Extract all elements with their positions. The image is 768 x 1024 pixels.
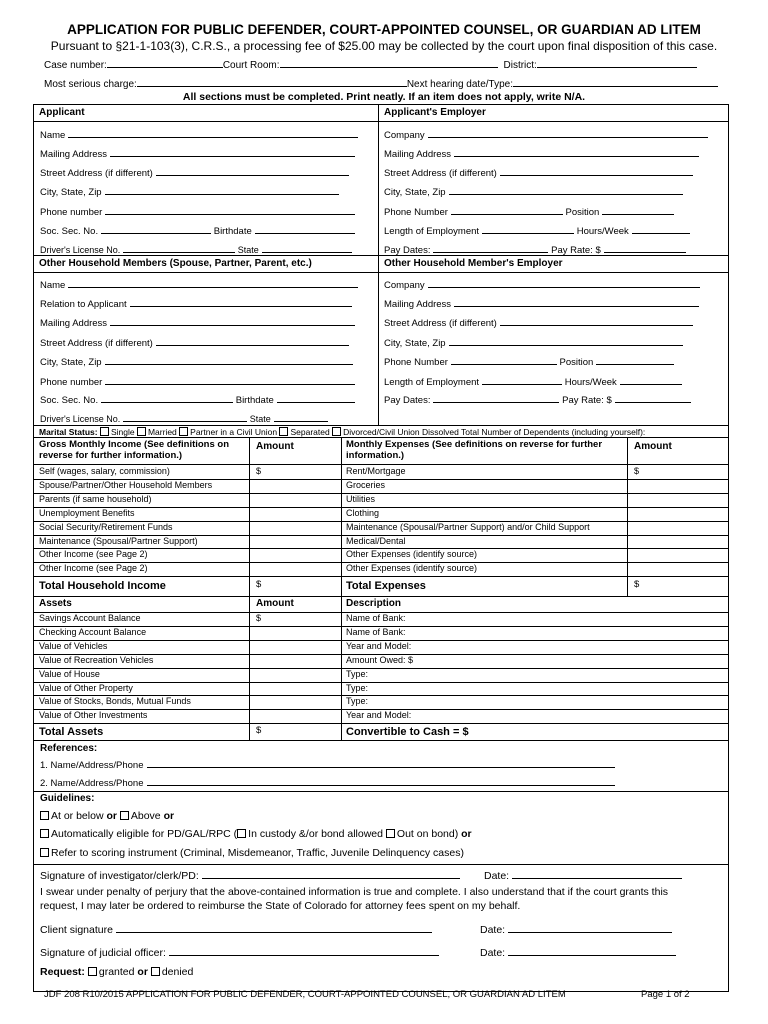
assets-amount-heading: Amount — [256, 598, 294, 609]
applicant-city-field[interactable]: City, State, Zip — [40, 185, 339, 199]
marital-status-row[interactable]: Marital Status: Single Married Partner in a Civil Union Separated Divorced/Civil Union Dissolved Total Number of Dependents (including yourself): — [39, 427, 646, 437]
asset-row-label: Value of House — [39, 668, 100, 679]
divider — [33, 255, 729, 256]
client-signature-field[interactable]: Client signature — [40, 923, 432, 936]
expense-row-label: Other Expenses (identify source) — [346, 563, 478, 574]
guidelines-heading: Guidelines: — [40, 793, 95, 804]
footer-page-number: Page 1 of 2 — [641, 989, 690, 1000]
applicant-ssn-field[interactable]: Soc. Sec. No. Birthdate — [40, 224, 355, 238]
employer-street-field[interactable]: Street Address (if different) — [384, 166, 693, 180]
footer-form-id: JDF 208 R10/2015 APPLICATION FOR PUBLIC DEFENDER, COURT-APPOINTED COUNSEL, OR GUARDIAN AD LITEM — [44, 989, 566, 1000]
guidelines-row-2[interactable]: Automatically eligible for PD/GAL/RPC ( In custody &/or bond allowed Out on bond) or — [40, 828, 472, 840]
income-row-label: Unemployment Benefits — [39, 507, 135, 518]
asset-row-label: Checking Account Balance — [39, 626, 147, 637]
asset-description-label: Name of Bank: — [346, 626, 406, 637]
above-checkbox — [120, 811, 129, 820]
asset-row-label: Value of Vehicles — [39, 640, 108, 651]
applicant-dl-field[interactable]: Driver's License No. State — [40, 243, 352, 256]
asset-row-label: Value of Other Property — [39, 682, 133, 693]
custody-checkbox — [237, 829, 246, 838]
expense-row-label: Rent/Mortgage — [346, 466, 406, 476]
hh-employer-length-field[interactable]: Length of Employment Hours/Week — [384, 375, 682, 389]
income-row-label: Other Income (see Page 2) — [39, 549, 148, 560]
reference-2-field[interactable]: 2. Name/Address/Phone — [40, 776, 615, 790]
references-heading: References: — [40, 743, 98, 754]
case-number-label: Case number: — [44, 60, 107, 71]
divider — [33, 521, 729, 522]
applicant-heading: Applicant — [39, 107, 85, 118]
divider — [33, 695, 729, 696]
hh-employer-company-field[interactable]: Company — [384, 278, 700, 292]
case-number-field[interactable] — [44, 58, 697, 71]
married-checkbox — [137, 427, 146, 436]
divider — [33, 576, 729, 577]
guidelines-row-3[interactable]: Refer to scoring instrument (Criminal, Misdemeanor, Traffic, Juvenile Delinquency cases) — [40, 847, 464, 859]
household-heading: Other Household Members (Spouse, Partner, Parent, etc.) — [39, 258, 312, 269]
form-title: APPLICATION FOR PUBLIC DEFENDER, COURT-APPOINTED COUNSEL, OR GUARDIAN AD LITEM — [67, 22, 701, 37]
court-room-label: Court Room: — [222, 60, 280, 71]
divider — [33, 864, 729, 865]
hh-employer-street-field[interactable]: Street Address (if different) — [384, 316, 693, 330]
employer-phone-field[interactable]: Phone Number Position — [384, 205, 674, 219]
income-row-label: Social Security/Retirement Funds — [39, 521, 173, 532]
total-income-dollar[interactable]: $ — [256, 579, 262, 590]
expense-row-label: Maintenance (Spousal/Partner Support) and/or Child Support — [346, 521, 590, 532]
total-assets-dollar[interactable]: $ — [256, 725, 262, 736]
income-self-dollar[interactable]: $ — [256, 466, 262, 476]
divider — [33, 479, 729, 480]
denied-checkbox — [151, 967, 160, 976]
employer-heading: Applicant's Employer — [384, 107, 486, 118]
judicial-signature-field[interactable]: Signature of judicial officer: — [40, 946, 439, 959]
income-row-label: Other Income (see Page 2) — [39, 563, 148, 574]
income-row-label: Parents (if same household) — [39, 493, 152, 504]
household-name-field[interactable]: Name — [40, 278, 358, 292]
expenses-heading: Monthly Expenses (See definitions on reverse for further information.) — [346, 439, 603, 461]
divider — [33, 493, 729, 494]
convertible-label: Convertible to Cash = $ — [346, 726, 469, 738]
expense-row-label: Groceries — [346, 479, 386, 490]
employer-length-field[interactable]: Length of Employment Hours/Week — [384, 224, 690, 238]
divider — [33, 437, 729, 438]
district-label: District: — [503, 60, 537, 71]
household-dl-field[interactable]: Driver's License No. State — [40, 412, 328, 425]
household-relation-field[interactable]: Relation to Applicant — [40, 297, 352, 311]
household-city-field[interactable]: City, State, Zip — [40, 355, 353, 369]
household-employer-heading: Other Household Member's Employer — [384, 258, 563, 269]
divider — [33, 723, 729, 724]
divider — [33, 640, 729, 641]
hh-employer-phone-field[interactable]: Phone Number Position — [384, 355, 674, 369]
household-mailing-field[interactable]: Mailing Address — [40, 316, 355, 330]
request-row[interactable]: Request: granted or denied — [40, 966, 194, 978]
total-expenses-label: Total Expenses — [346, 580, 426, 592]
instructions: All sections must be completed. Print neatly. If an item does not apply, write N/A. — [182, 91, 586, 103]
assets-heading: Assets — [39, 598, 72, 609]
investigator-date-field[interactable]: Date: — [484, 869, 682, 882]
hh-employer-city-field[interactable]: City, State, Zip — [384, 336, 683, 350]
expense-row-label: Other Expenses (identify source) — [346, 549, 478, 560]
household-ssn-field[interactable]: Soc. Sec. No. Birthdate — [40, 393, 355, 407]
scoring-checkbox — [40, 848, 49, 857]
asset-description-label: Amount Owed: $ — [346, 654, 414, 665]
form-subtitle: Pursuant to §21-1-103(3), C.R.S., a processing fee of $25.00 may be collected by the court upon final disposition of this case. — [50, 39, 718, 53]
guidelines-row-1[interactable]: At or below or Above or — [40, 810, 174, 822]
charge-field[interactable] — [44, 77, 718, 90]
auto-eligible-checkbox — [40, 829, 49, 838]
divider — [33, 121, 729, 122]
asset-row-label: Value of Stocks, Bonds, Mutual Funds — [39, 696, 191, 707]
separated-checkbox — [279, 427, 288, 436]
divider — [33, 654, 729, 655]
applicant-name-field[interactable]: Name — [40, 128, 358, 142]
divider — [33, 740, 729, 741]
divider — [33, 507, 729, 508]
hh-employer-mailing-field[interactable]: Mailing Address — [384, 297, 699, 311]
savings-dollar[interactable]: $ — [256, 613, 262, 623]
granted-checkbox — [88, 967, 97, 976]
asset-row-label: Savings Account Balance — [39, 613, 141, 623]
divider — [33, 709, 729, 710]
charge-label: Most serious charge: — [44, 79, 137, 90]
employer-paydates-field[interactable]: Pay Dates: Pay Rate: $ — [384, 243, 686, 257]
single-checkbox — [100, 427, 109, 436]
divider — [33, 562, 729, 563]
investigator-signature-field[interactable]: Signature of investigator/clerk/PD: — [40, 869, 460, 882]
asset-description-label: Type: — [346, 668, 369, 679]
total-expenses-dollar[interactable]: $ — [634, 579, 640, 590]
divider — [33, 535, 729, 536]
hearing-label: Next hearing date/Type: — [406, 79, 514, 90]
employer-city-field[interactable]: City, State, Zip — [384, 185, 683, 199]
hh-employer-paydates-field[interactable]: Pay Dates: Pay Rate: $ — [384, 393, 691, 407]
judicial-date-field[interactable]: Date: — [480, 946, 676, 959]
applicant-street-field[interactable]: Street Address (if different) — [40, 166, 349, 180]
asset-description-label: Name of Bank: — [346, 613, 406, 623]
income-heading: Gross Monthly Income (See definitions on reverse for further information.) — [39, 439, 230, 461]
expense-rent-dollar[interactable]: $ — [634, 466, 640, 476]
income-row-label: Maintenance (Spousal/Partner Support) — [39, 535, 198, 546]
expense-row-label: Medical/Dental — [346, 535, 406, 546]
perjury-statement: I swear under penalty of perjury that the above-contained information is true and complete. I also understand that if the court grants this request, I may later be ordered to reimburse the State of Colorado for attorney fees spent on my behalf. — [40, 886, 669, 912]
divider — [378, 104, 379, 255]
divider — [33, 668, 729, 669]
divorced-checkbox — [332, 427, 341, 436]
asset-description-label: Type: — [346, 696, 369, 707]
asset-row-label: Value of Recreation Vehicles — [39, 654, 154, 665]
applicant-phone-field[interactable]: Phone number — [40, 205, 355, 219]
total-assets-label: Total Assets — [39, 726, 104, 738]
income-amount-heading: Amount — [256, 441, 294, 452]
income-row-label: Spouse/Partner/Other Household Members — [39, 479, 213, 490]
asset-description-label: Year and Model: — [346, 710, 412, 721]
divider — [33, 548, 729, 549]
total-income-label: Total Household Income — [39, 580, 166, 592]
asset-description-label: Type: — [346, 682, 369, 693]
asset-row-label: Value of Other Investments — [39, 710, 148, 721]
expenses-amount-heading: Amount — [634, 441, 672, 452]
divider — [627, 437, 628, 596]
divider — [33, 791, 729, 792]
out-bond-checkbox — [386, 829, 395, 838]
assets-description-heading: Description — [346, 598, 402, 609]
divider — [378, 255, 379, 425]
household-street-field[interactable]: Street Address (if different) — [40, 336, 349, 350]
divider — [33, 272, 729, 273]
employer-mailing-field[interactable]: Mailing Address — [384, 147, 699, 161]
income-row-label: Self (wages, salary, commission) — [39, 466, 170, 476]
client-date-field[interactable]: Date: — [480, 923, 672, 936]
employer-company-field[interactable]: Company — [384, 128, 708, 142]
household-phone-field[interactable]: Phone number — [40, 375, 355, 389]
at-below-checkbox — [40, 811, 49, 820]
expense-row-label: Utilities — [346, 493, 376, 504]
applicant-mailing-field[interactable]: Mailing Address — [40, 147, 355, 161]
reference-1-field[interactable]: 1. Name/Address/Phone — [40, 758, 615, 772]
divider — [33, 682, 729, 683]
expense-row-label: Clothing — [346, 507, 380, 518]
divider — [33, 626, 729, 627]
asset-description-label: Year and Model: — [346, 640, 412, 651]
divider — [33, 596, 729, 597]
civil-union-checkbox — [179, 427, 188, 436]
